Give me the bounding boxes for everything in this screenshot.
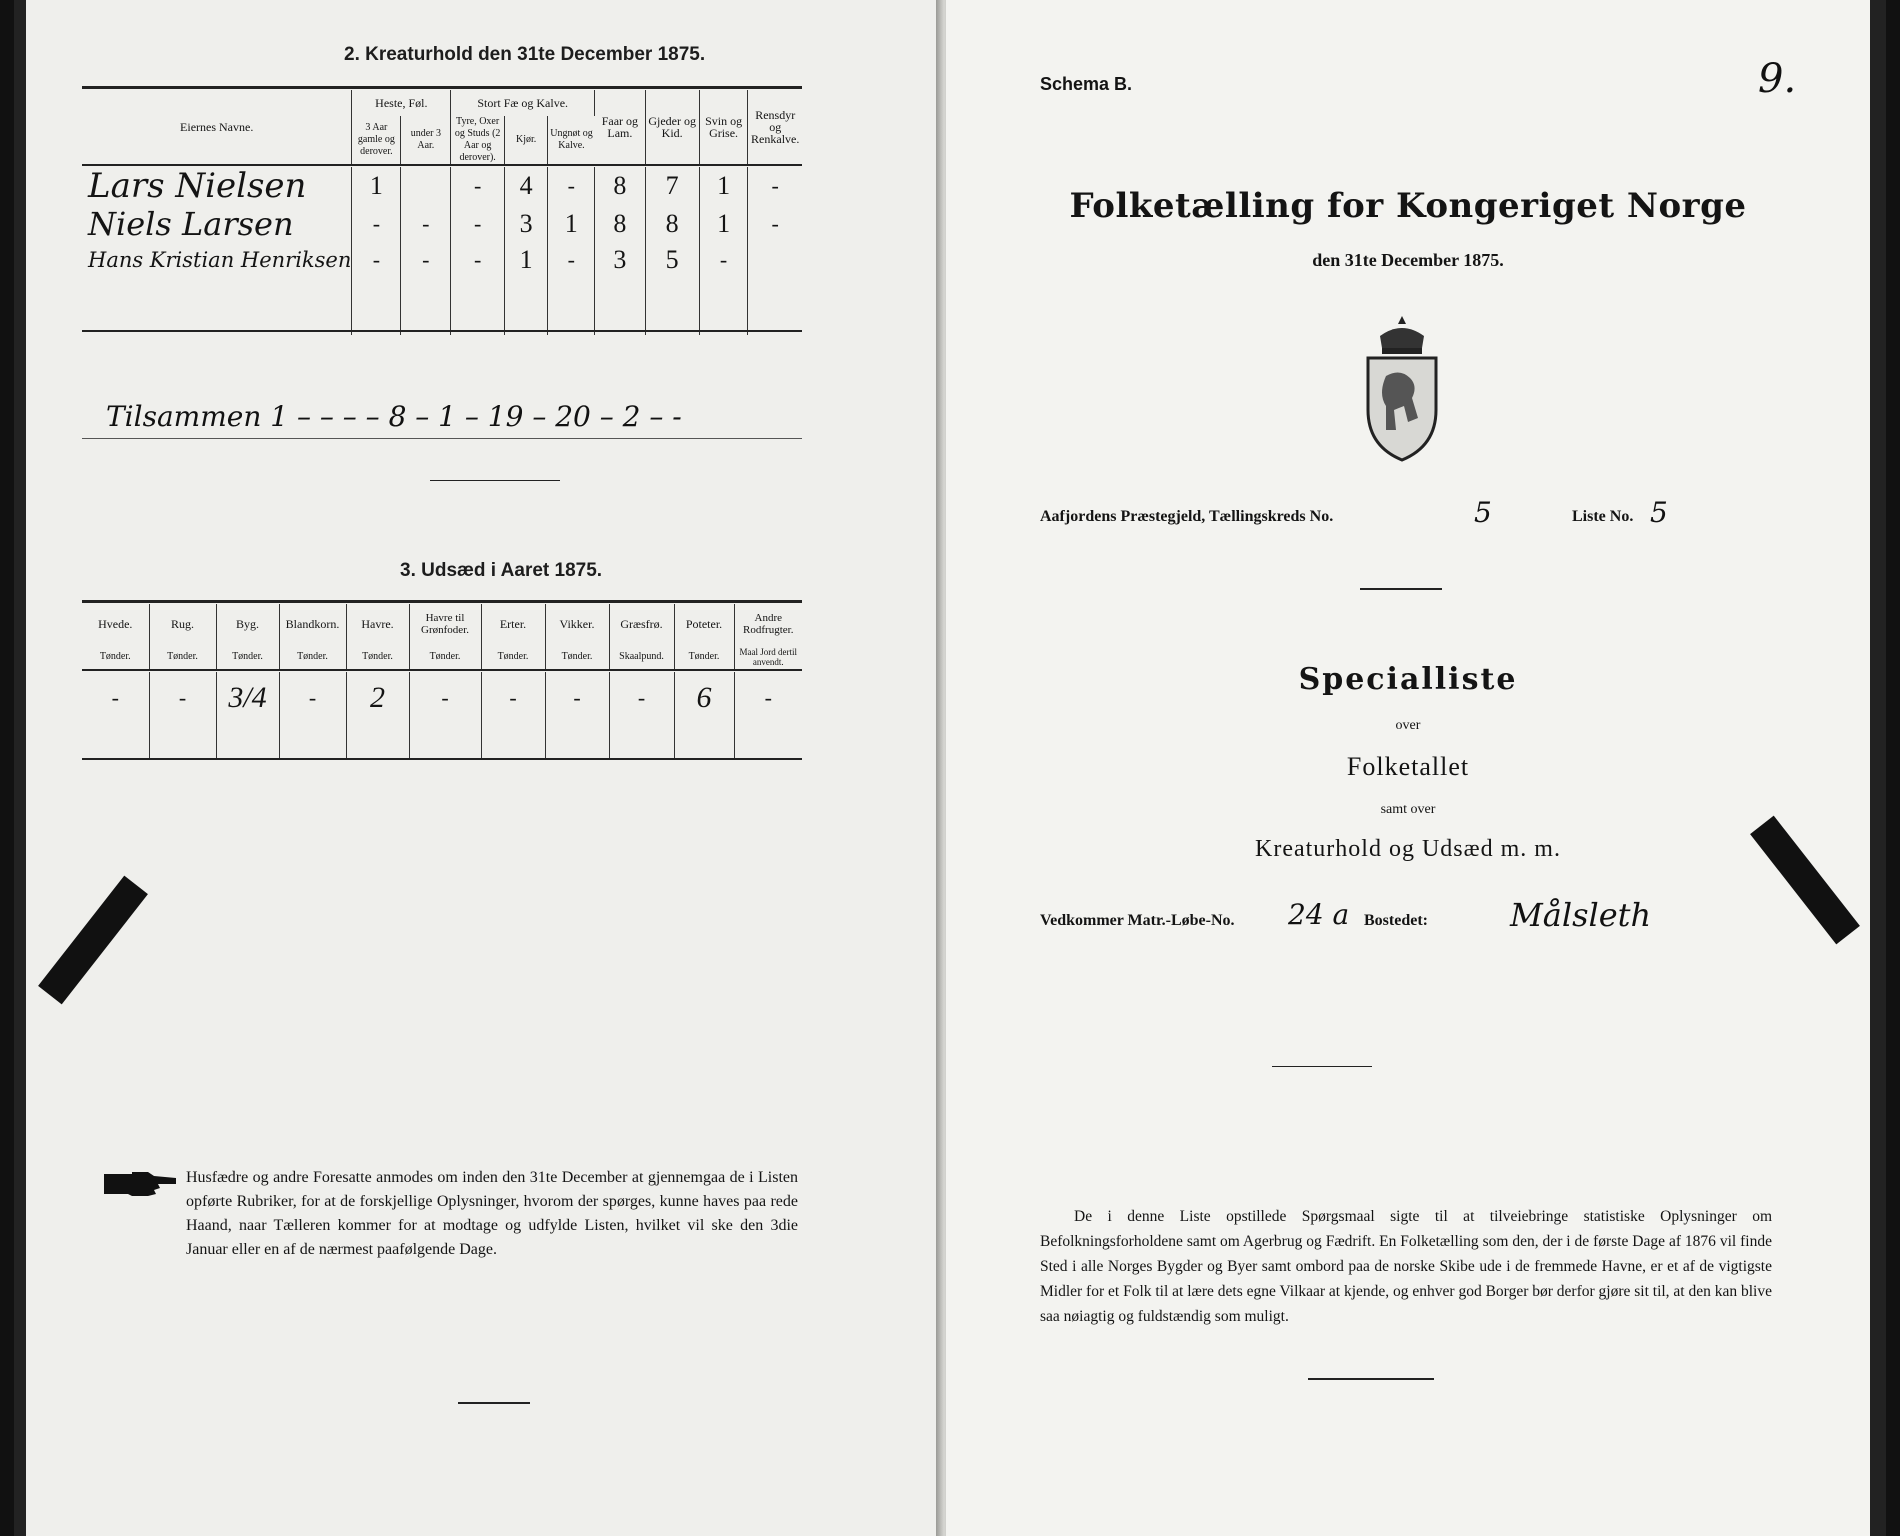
seed-header-poteter: Poteter. — [674, 604, 734, 644]
cell: 3 — [595, 243, 646, 277]
bulls-header: Tyre, Oxer og Studs (2 Aar og derover). — [451, 116, 505, 165]
cell: - — [401, 205, 451, 243]
samt-over-text: samt over — [1380, 802, 1436, 817]
seed-header-byg: Byg. — [216, 604, 279, 644]
cell: 1 — [699, 167, 748, 205]
young-header: Ungnøt og Kalve. — [550, 128, 593, 151]
cell: 7 — [645, 167, 699, 205]
seed-value: 3/4 — [216, 672, 279, 724]
seed-value: - — [545, 672, 609, 724]
coat-of-arms-icon — [1360, 314, 1444, 462]
cell: - — [548, 243, 595, 277]
cell: - — [451, 205, 505, 243]
horses-under3-header: under 3 Aar. — [401, 116, 451, 165]
cell: - — [352, 205, 401, 243]
cell: - — [352, 243, 401, 277]
cell: - — [401, 243, 451, 277]
sheep-header: Faar og Lam. — [595, 90, 646, 165]
cell: - — [699, 243, 748, 277]
district-no: 5 — [1474, 496, 1492, 529]
seed-unit: Tønder. — [149, 644, 216, 670]
table-row — [82, 672, 802, 724]
page-number: 9. — [1758, 56, 1797, 102]
census-title: Folketælling for Kongeriget Norge — [1069, 186, 1747, 226]
cows-header: Kjør. — [504, 116, 547, 165]
seed-table-top-rule — [82, 600, 802, 603]
intro-text: De i denne Liste opstillede Spørgsmaal sigte til at tilveiebringe statistiske Oplysninger om Befolkningsforholdene samt om Agerbrug og Fædrift. En Folketælling som den, der i de første Dage af 1876 vil finde Sted i alle Norges Bygder og Byer samt ombord paa de norske Skibe ude i de fremmede Havne, er et af de vigtigste Midler for et Folk til at lære dets egne Vilkaar at kjende, og enhver god Borger bør derfor gjøre sit til, at den kan blive saa nøiagtig og fuldstændig som muligt. — [1040, 1208, 1772, 1325]
owner-name: Lars Nielsen — [82, 167, 352, 205]
matr-no: 24 a — [1288, 898, 1350, 931]
table-row — [82, 167, 802, 205]
seed-header-vikker: Vikker. — [545, 604, 609, 644]
pointing-hand-icon — [102, 1168, 178, 1200]
seed-unit: Skaalpund. — [609, 644, 674, 670]
seed-unit: Tønder. — [409, 644, 481, 670]
end-rule — [458, 1402, 530, 1404]
seed-unit: Tønder. — [674, 644, 734, 670]
seed-value: - — [149, 672, 216, 724]
right-page — [946, 0, 1870, 1536]
seed-header-graesfro: Græsfrø. — [609, 604, 674, 644]
cell: 1 — [699, 205, 748, 243]
folketallet-heading: Folketallet — [1346, 752, 1470, 781]
cell: 1 — [504, 243, 547, 277]
cell: 5 — [645, 243, 699, 277]
seed-header-havre-gronfoder: Havre til Grønfoder. — [409, 604, 481, 644]
cell: 8 — [595, 205, 646, 243]
cell: - — [771, 173, 779, 198]
seed-header-erter: Erter. — [481, 604, 545, 644]
cell: - — [548, 167, 595, 205]
cell: - — [771, 211, 779, 236]
seed-value: 6 — [674, 672, 734, 724]
goats-header: Gjeder og Kid. — [645, 90, 699, 165]
owner-name: Hans Kristian Henriksen — [82, 243, 352, 277]
cell: 1 — [352, 167, 401, 205]
bosted-value: Målsleth — [1510, 896, 1652, 934]
livestock-total: Tilsammen 1 – – – – 8 – 1 – 19 – 20 – 2 – - — [106, 400, 682, 433]
seed-unit: Tønder. — [216, 644, 279, 670]
cell: 8 — [645, 205, 699, 243]
left-page — [26, 0, 942, 1536]
total-rule — [82, 438, 802, 439]
cell: 1 — [548, 205, 595, 243]
cell: - — [451, 167, 505, 205]
census-date: den 31te December 1875. — [1312, 250, 1504, 270]
notice-text: Husfædre og andre Foresatte anmodes om inden den 31te December at gjennemgaa de i Listen opførte Rubriker, for at de forskjellige Oplysninger, hvorom der spørges, kunne haves paa rede Haand, naar Tælleren kommer for at modtage og udfylde Listen, hvilket vil ske den 3die Januar eller en af de nærmest paafølgende Dage. — [186, 1169, 798, 1258]
table-bottom-rule — [82, 330, 802, 332]
horses-over3-header: 3 Aar gamle og derover. — [352, 116, 401, 165]
owner-name: Niels Larsen — [82, 205, 352, 243]
seed-header-havre: Havre. — [346, 604, 409, 644]
table-row — [82, 205, 802, 243]
parish-label: Aafjordens Præstegjeld, Tællingskreds No. — [1040, 508, 1334, 525]
kreaturhold-heading: Kreaturhold og Udsæd m. m. — [1255, 836, 1561, 862]
seed-value: - — [481, 672, 545, 724]
cell — [748, 243, 802, 277]
seed-value: - — [279, 672, 346, 724]
seed-value: - — [82, 672, 149, 724]
seed-unit: Tønder. — [481, 644, 545, 670]
seed-header-rodfrugter: Andre Rodfrugter. — [743, 612, 794, 636]
seed-value: 2 — [346, 672, 409, 724]
reindeer-header: Rensdyr og Renkalve. — [751, 108, 800, 146]
seed-unit: Tønder. — [82, 644, 149, 670]
seed-table-bottom-rule — [82, 758, 802, 760]
cattle-header: Stort Fæ og Kalve. — [451, 90, 595, 116]
cell: - — [451, 243, 505, 277]
divider — [1360, 588, 1442, 590]
seed-unit: Maal Jord dertil anvendt. — [739, 646, 797, 667]
matr-label: Vedkommer Matr.-Løbe-No. — [1040, 912, 1235, 929]
section2-title: 2. Kreaturhold den 31te December 1875. — [344, 44, 706, 65]
pigs-header: Svin og Grise. — [699, 90, 748, 165]
table-row — [82, 243, 802, 277]
cell: 8 — [595, 167, 646, 205]
specialliste-heading: Specialliste — [1298, 662, 1518, 697]
list-label: Liste No. — [1572, 508, 1634, 525]
section3-title: 3. Udsæd i Aaret 1875. — [400, 560, 603, 581]
livestock-table — [82, 90, 802, 335]
cell: 4 — [504, 167, 547, 205]
owner-header: Eiernes Navne. — [82, 90, 352, 165]
table-top-rule — [82, 86, 802, 89]
seed-header-rug: Rug. — [149, 604, 216, 644]
seed-value: - — [609, 672, 674, 724]
seed-header-blandkorn: Blandkorn. — [279, 604, 346, 644]
divider — [1272, 1066, 1372, 1067]
divider-short — [430, 480, 560, 481]
cell — [401, 167, 451, 205]
bosted-label: Bostedet: — [1364, 912, 1428, 929]
seed-unit: Tønder. — [545, 644, 609, 670]
list-no: 5 — [1650, 496, 1668, 529]
seed-table — [82, 604, 802, 758]
seed-unit: Tønder. — [279, 644, 346, 670]
seed-value: - — [764, 685, 772, 710]
seed-header-hvede: Hvede. — [82, 604, 149, 644]
seed-value: - — [409, 672, 481, 724]
over-text: over — [1395, 718, 1421, 733]
end-rule — [1308, 1378, 1434, 1380]
horses-header: Heste, Føl. — [352, 90, 451, 116]
seed-unit: Tønder. — [346, 644, 409, 670]
cell: 3 — [504, 205, 547, 243]
schema-label: Schema B. — [1040, 74, 1133, 94]
